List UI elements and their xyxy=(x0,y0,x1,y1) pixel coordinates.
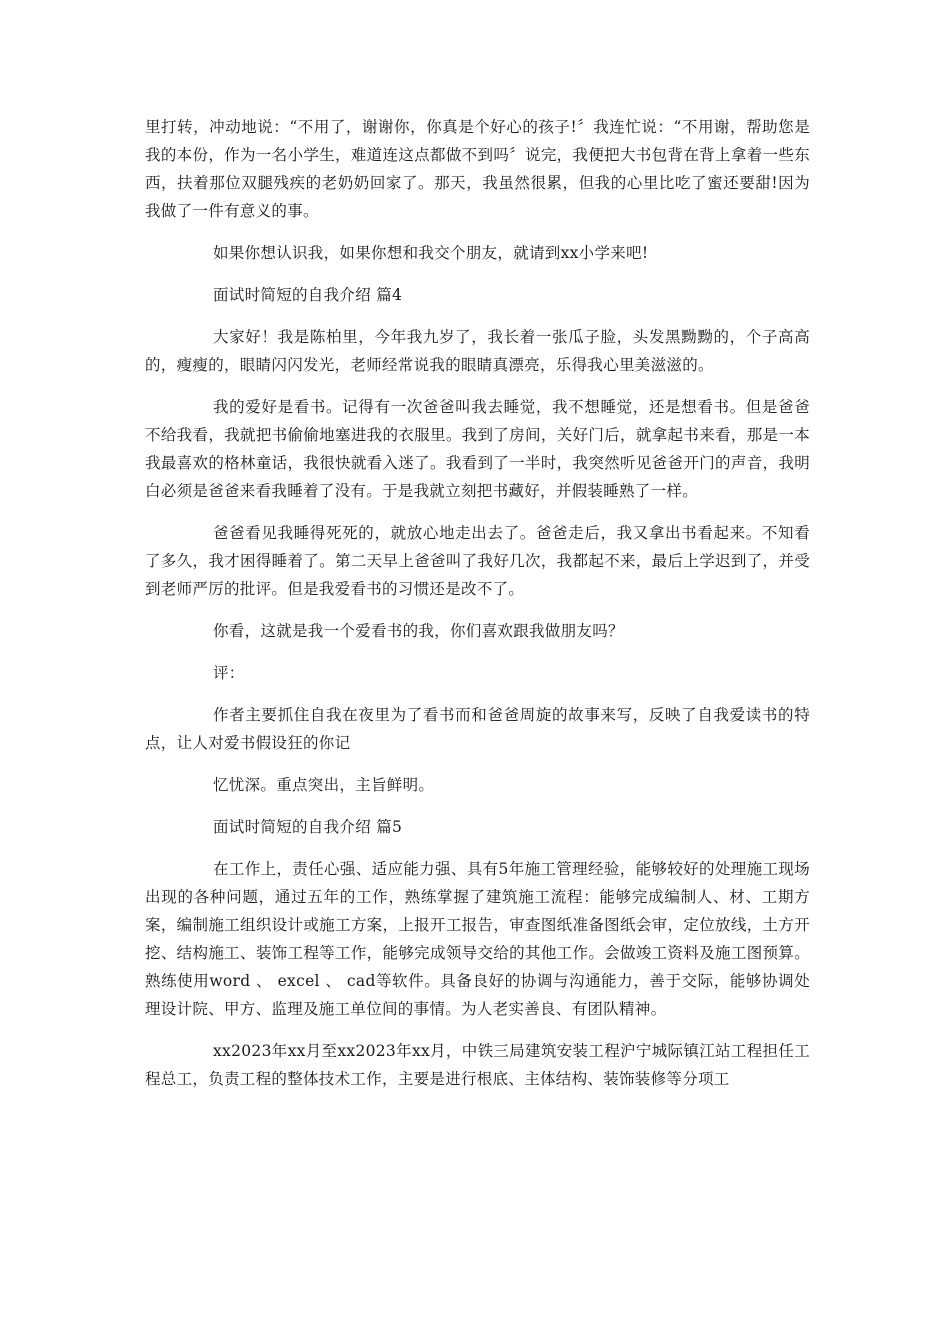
section-heading-4: 面试时简短的自我介绍 篇4 xyxy=(213,286,403,304)
paragraph-fell-asleep: 爸爸看见我睡得死死的，就放心地走出去了。爸爸走后，我又拿出书看起来。不知看了多久，我才困得睡着了。第二天早上爸爸叫了我好几次，我都起不来，最后上学迟到了，并受到老师严厉的批评。但是我爱看书的习惯还是改不了。 xyxy=(145,524,810,598)
paragraph-work-skills: 在工作上，责任心强、适应能力强、具有5年施工管理经验，能够较好的处理施工现场出现的各种问题，通过五年的工作，熟练掌握了建筑施工流程：能够完成编制人、材、工期方案，编制施工组织设计或施工方案，上报开工报告，审查图纸准备图纸会审，定位放线，土方开挖、结构施工、装饰工程等工作，能够完成领导交给的其他工作。会做竣工资料及施工图预算。熟练使用word 、 excel 、 cad等软件。具备良好的协调与沟通能力，善于交际，能够协调处理设计院、甲方、监理及施工单位间的事情。为人老实善良、有团队精神。 xyxy=(145,860,810,1018)
paragraph-hobby-reading: 我的爱好是看书。记得有一次爸爸叫我去睡觉，我不想睡觉，还是想看书。但是爸爸不给我看，我就把书偷偷地塞进我的衣服里。我到了房间，关好门后，就拿起书来看，那是一本我最喜欢的格林童话，我很快就看入迷了。我看到了一半时，我突然听见爸爸开门的声音，我明白必须是爸爸来看我睡着了没有。于是我就立刻把书藏好，并假装睡熟了一样。 xyxy=(145,398,810,500)
paragraph-work-history: xx2023年xx月至xx2023年xx月，中铁三局建筑安装工程沪宁城际镇江站工程担任工程总工，负责工程的整体技术工作，主要是进行根底、主体结构、装饰装修等分项工 xyxy=(145,1042,810,1088)
paragraph-comment-body: 作者主要抓住自我在夜里为了看书而和爸爸周旋的故事来写，反映了自我爱读书的特点，让人对爱书假设狂的你记 xyxy=(145,706,810,752)
paragraph-comment-label: 评： xyxy=(213,664,245,682)
paragraph-question: 你看，这就是我一个爱看书的我，你们喜欢跟我做朋友吗？ xyxy=(213,622,624,640)
document-body xyxy=(145,113,810,1107)
paragraph-story-ending: 里打转，冲动地说：“不用了，谢谢你，你真是个好心的孩子!〞我连忙说：“不用谢，帮助您是我的本份，作为一名小学生，难道连这点都做不到吗〞说完，我便把大书包背在背上拿着一些东西，扶着那位双腿残疾的老奶奶回家了。那天，我虽然很累，但我的心里比吃了蜜还要甜!因为我做了一件有意义的事。 xyxy=(145,118,810,220)
paragraph-comment-end: 忆忧深。重点突出，主旨鲜明。 xyxy=(213,776,435,794)
section-heading-5: 面试时简短的自我介绍 篇5 xyxy=(213,818,403,836)
paragraph-intro-self: 大家好！我是陈柏里，今年我九岁了，我长着一张瓜子脸，头发黑黝黝的，个子高高的，瘦瘦的，眼睛闪闪发光，老师经常说我的眼睛真漂亮，乐得我心里美滋滋的。 xyxy=(145,328,810,374)
paragraph-invitation: 如果你想认识我，如果你想和我交个朋友，就请到xx小学来吧! xyxy=(213,244,649,262)
